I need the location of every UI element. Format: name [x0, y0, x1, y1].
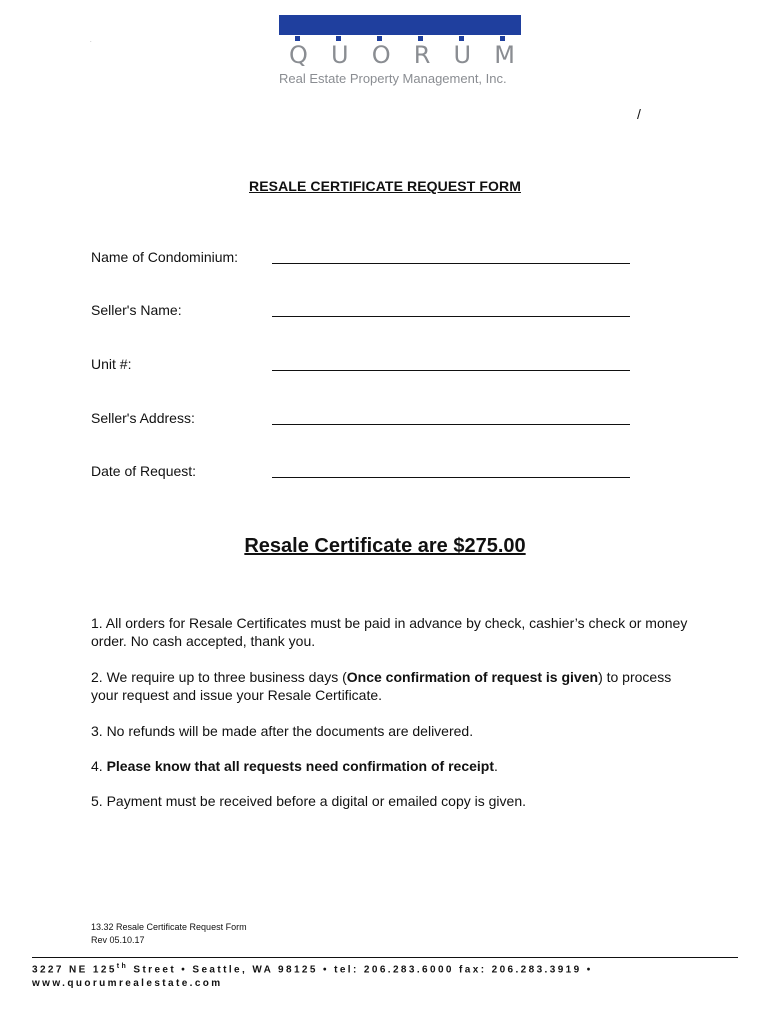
seller-name-field[interactable] — [272, 316, 630, 317]
field-label-seller-name: Seller's Name: — [91, 302, 182, 318]
term-4-number: 4. — [91, 758, 107, 774]
term-4-end: . — [494, 758, 498, 774]
logo-letter: M — [494, 41, 515, 69]
term-2 — [91, 668, 691, 704]
unit-number-field[interactable] — [272, 370, 630, 371]
term-2-text: 2. We require up to three business days ( — [91, 669, 347, 685]
footer-address-rest: Street • Seattle, WA 98125 • tel: 206.283.6000 fax: 206.283.3919 • — [128, 964, 593, 976]
document-title: 13.32 Resale Certificate Request Form — [91, 922, 247, 932]
field-label-seller-address: Seller's Address: — [91, 410, 195, 426]
term-2-emphasis: Once confirmation of request is given — [346, 669, 599, 685]
term-4-emphasis: Please know that all requests need confirmation of receipt — [106, 758, 495, 774]
logo-subtitle: Real Estate Property Management, Inc. — [279, 71, 507, 86]
document-id — [91, 921, 247, 947]
logo-letter: U — [453, 41, 472, 69]
field-label-unit: Unit #: — [91, 356, 132, 372]
logo-wordmark — [279, 41, 521, 69]
term-4 — [91, 757, 691, 775]
term-2-text-end: ) to process your request and issue your Resale Certificate. — [91, 669, 672, 703]
footer-rule — [32, 957, 738, 958]
footer-address-ordinal: th — [116, 963, 129, 970]
logo-bar — [279, 15, 521, 35]
price-heading: Resale Certificate are $275.00 — [244, 535, 526, 557]
date-of-request-field[interactable] — [272, 477, 630, 478]
seller-address-field[interactable] — [272, 424, 630, 425]
term-5: 5. Payment must be received before a digital or emailed copy is given. — [91, 793, 527, 809]
date-slash: / — [637, 106, 641, 122]
condominium-name-field[interactable] — [272, 263, 630, 264]
logo-letter: U — [331, 41, 349, 69]
logo-letter: R — [413, 41, 431, 69]
footer-address — [32, 963, 593, 975]
term-3: 3. No refunds will be made after the documents are delivered. — [91, 723, 474, 739]
logo-letter: O — [371, 41, 391, 69]
field-label-date: Date of Request: — [91, 463, 197, 479]
form-title: RESALE CERTIFICATE REQUEST FORM — [249, 178, 521, 194]
document-revision: Rev 05.10.17 — [91, 935, 145, 945]
footer-address-start: 3227 NE 125 — [32, 964, 117, 976]
term-1: 1. All orders for Resale Certificates must be paid in advance by check, cashier’s check or money order. No cash accepted, thank you. — [91, 615, 688, 649]
footer-website[interactable]: www.quorumrealestate.com — [32, 978, 223, 989]
logo-letter: Q — [289, 41, 308, 69]
field-label-condominium: Name of Condominium: — [91, 249, 239, 265]
stray-mark: . — [90, 38, 92, 44]
